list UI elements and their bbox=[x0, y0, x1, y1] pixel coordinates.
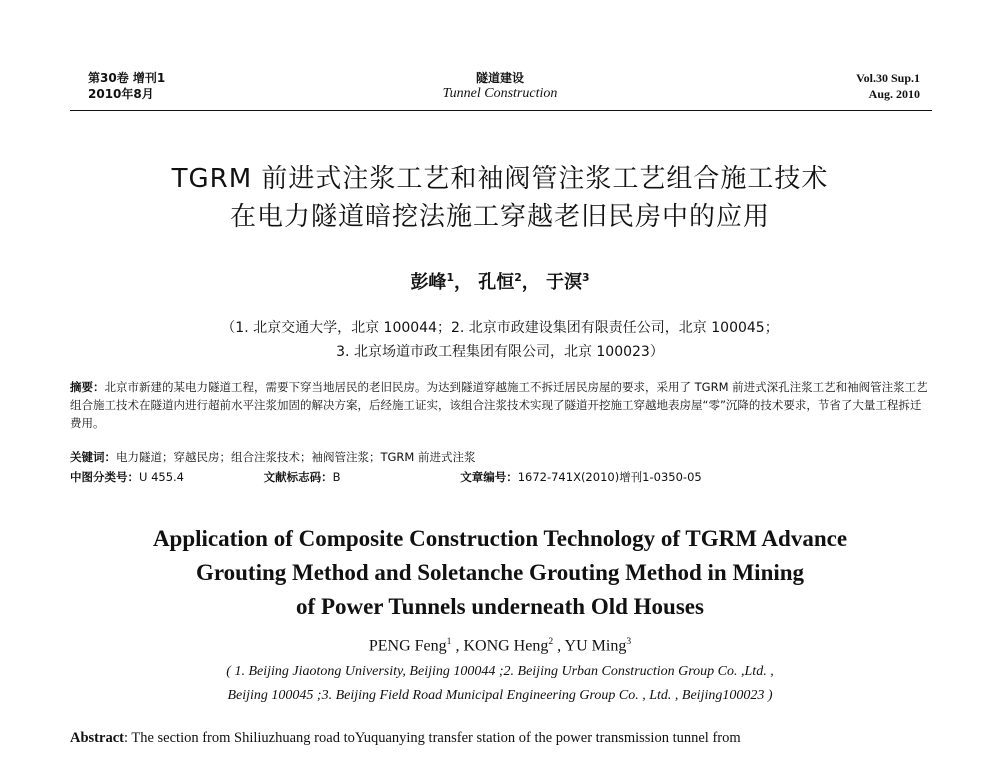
volume-issue-en: Vol.30 Sup.1 bbox=[856, 71, 920, 85]
cn-title bbox=[0, 160, 1000, 236]
en-title-line3: of Power Tunnels underneath Old Houses bbox=[296, 594, 704, 619]
en-aff-text-1: ( 1. Beijing Jiaotong University, Beijing 100044 ;2. Beijing Urban Construction Group Co. ,Ltd. , bbox=[226, 664, 774, 679]
en-abstract bbox=[70, 726, 932, 750]
cn-classification bbox=[70, 468, 932, 486]
affil-mark: 1 bbox=[446, 271, 454, 284]
en-author-1: PENG Feng bbox=[368, 637, 447, 655]
en-affiliations bbox=[0, 660, 1000, 708]
en-title-line1: Application of Composite Construction Technology of TGRM Advance bbox=[152, 526, 848, 551]
en-abstract-label: Abstract bbox=[70, 730, 124, 746]
journal-name bbox=[0, 70, 1000, 102]
article-value: 1672-741X(2010)增刊1-0350-05 bbox=[517, 470, 702, 484]
affil-mark: 2 bbox=[514, 271, 522, 284]
en-authors: PENG Feng$^1$ , KONG Heng$^2$ , YU Ming$^3$ bbox=[368, 636, 632, 655]
en-title-line2: Grouting Method and Soletanche Grouting Method in Mining bbox=[195, 560, 805, 585]
cn-title-line1: TGRM 前进式注浆工艺和袖阀管注浆工艺组合施工技术 bbox=[171, 164, 829, 194]
cn-keywords-text: 电力隧道；穿越民房；组合注浆技术；袖阀管注浆；TGRM 前进式注浆 bbox=[116, 450, 476, 464]
clc-value: U 455.4 bbox=[139, 470, 184, 484]
header-rule bbox=[70, 110, 932, 111]
affil-mark: 1 bbox=[446, 636, 452, 647]
cn-affiliations bbox=[0, 316, 1000, 364]
en-author-2: KONG Heng bbox=[463, 637, 549, 655]
cn-author-3: 于溟 bbox=[546, 272, 583, 293]
publish-date: 2010年8月 bbox=[88, 87, 154, 101]
en-aff-line2 bbox=[0, 684, 1000, 708]
cn-abstract-label: 摘要： bbox=[70, 380, 105, 394]
journal-name-en: Tunnel Construction bbox=[442, 86, 558, 101]
cn-abstract bbox=[70, 378, 932, 432]
affil-mark: 3 bbox=[626, 636, 632, 647]
en-aff-line1 bbox=[0, 660, 1000, 684]
cn-aff-line2: 3. 北京场道市政工程集团有限公司，北京 100023） bbox=[336, 344, 664, 360]
cn-aff-line1: （1. 北京交通大学，北京 100044；2. 北京市政建设集团有限责任公司，北京 100045； bbox=[221, 320, 779, 336]
cn-author-2: 孔恒 bbox=[478, 272, 515, 293]
en-title bbox=[0, 522, 1000, 624]
volume-issue: 第30卷 增刊1 bbox=[88, 71, 166, 85]
cn-title-line2: 在电力隧道暗挖法施工穿越老旧民房中的应用 bbox=[229, 202, 770, 232]
doc-code bbox=[264, 468, 341, 486]
en-abstract-text: : The section from Shiliuzhuang road toYuquanying transfer station of the power transmission tunnel from bbox=[123, 730, 741, 746]
article-label: 文章编号： bbox=[460, 470, 518, 484]
cn-author-1: 彭峰 bbox=[410, 272, 447, 293]
journal-volume-en bbox=[856, 70, 920, 102]
doc-value: B bbox=[332, 470, 341, 484]
cn-abstract-text: 北京市新建的某电力隧道工程，需要下穿当地居民的老旧民房。为达到隧道穿越施工不拆迁居民房屋的要求，采用了 TGRM 前进式深孔注浆工艺和袖阀管注浆工艺组合施工技术在隧道内进行超前水平注浆加固的解决方案，后经施工证实，该组合注浆技术实现了隧道开挖施工穿越地表房屋“零”沉降的技术要求，节省了大量工程拆迁费用。 bbox=[70, 380, 928, 430]
clc-number bbox=[70, 468, 184, 486]
publish-date-en: Aug. 2010 bbox=[868, 87, 920, 101]
doc-label: 文献标志码： bbox=[263, 470, 333, 484]
cn-keywords bbox=[70, 448, 932, 466]
en-aff-text-2: Beijing 100045 ;3. Beijing Field Road Municipal Engineering Group Co. , Ltd. , Beijing100023 ) bbox=[227, 688, 773, 703]
clc-label: 中图分类号： bbox=[70, 470, 139, 484]
cn-keywords-label: 关键词： bbox=[70, 450, 116, 464]
affil-mark: 3 bbox=[582, 271, 590, 284]
cn-authors: 彭峰$^1$， 孔恒$^2$， 于溟$^3$ bbox=[410, 271, 590, 293]
affil-mark: 2 bbox=[548, 636, 554, 647]
en-author-3: YU Ming bbox=[564, 637, 627, 655]
article-number bbox=[460, 468, 702, 486]
journal-name-cn: 隧道建设 bbox=[475, 71, 524, 85]
